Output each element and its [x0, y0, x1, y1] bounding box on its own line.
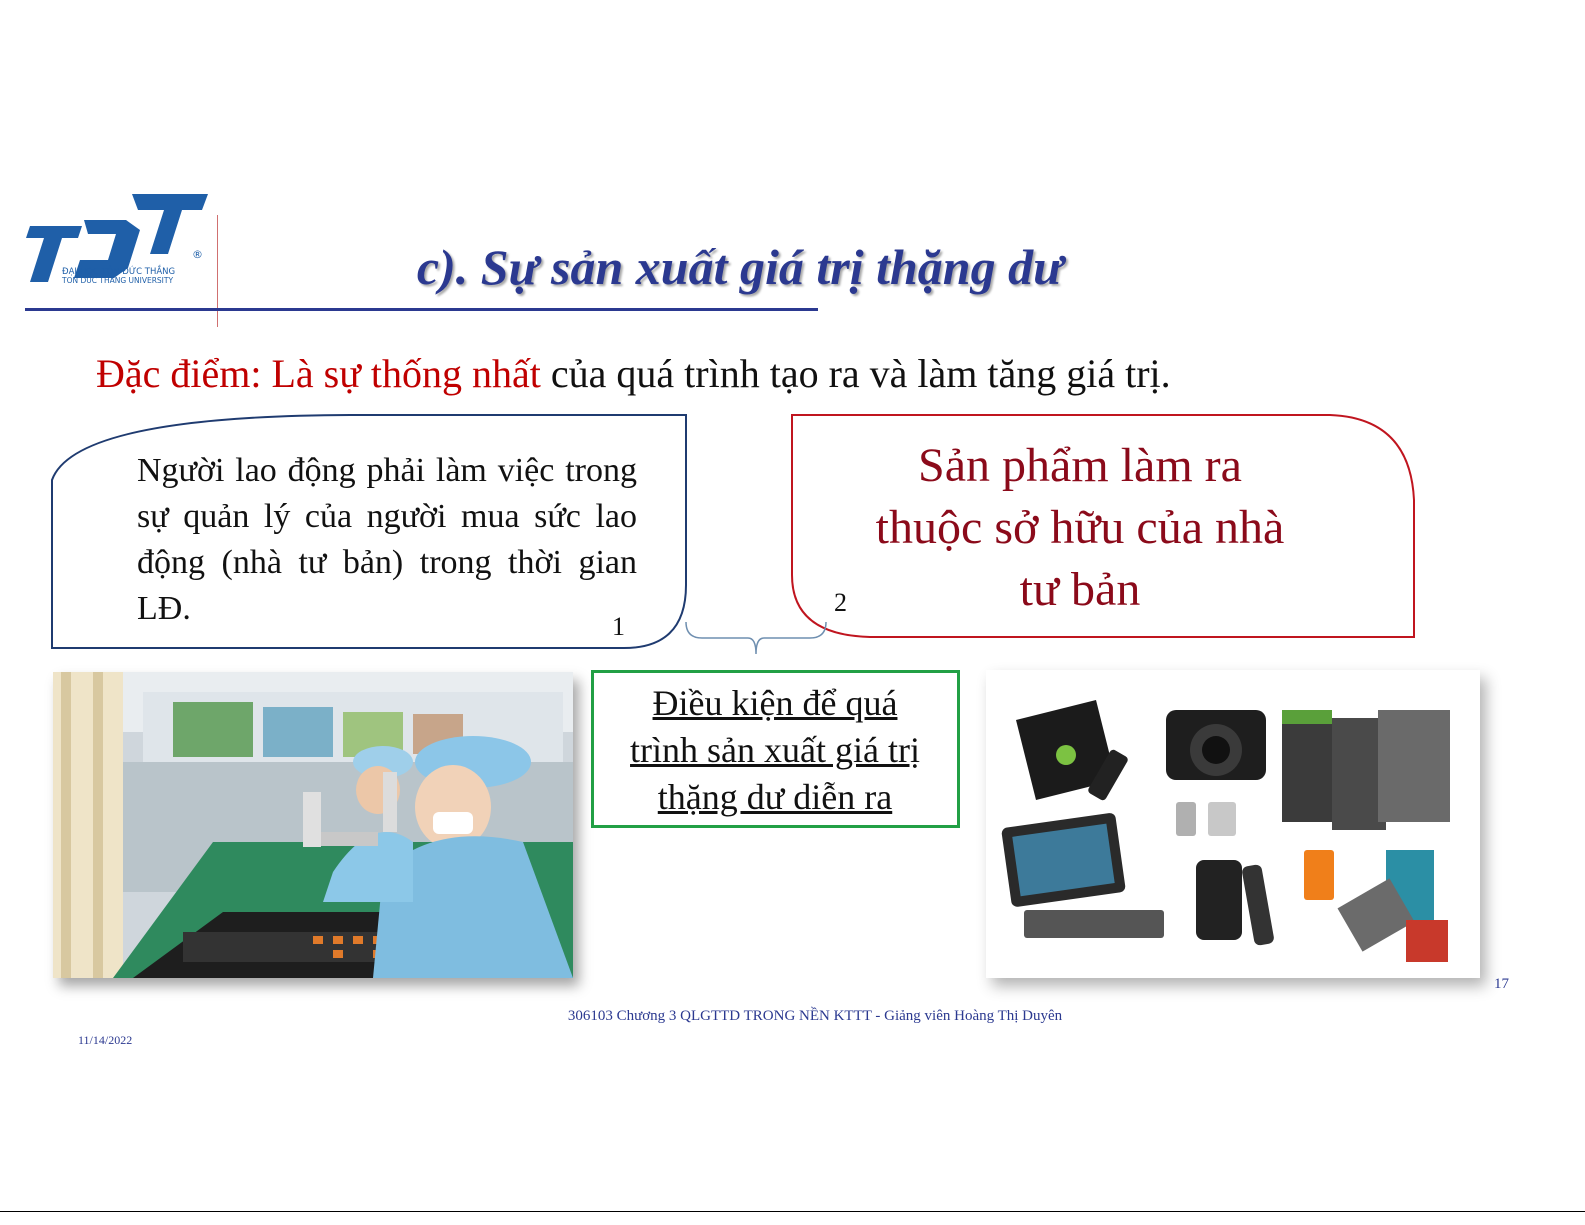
condition-line2: trình sản xuất giá trị: [630, 730, 920, 770]
bottom-border: [0, 1211, 1585, 1212]
characteristic-label: Đặc điểm: Là sự thống nhất: [96, 351, 541, 396]
callout2-line2: thuộc sở hữu của nhà: [875, 501, 1285, 554]
callout1-text: Người lao động phải làm việc trong sự quản lý của người mua sức lao động (nhà tư bản) trong thời gian LĐ.: [137, 452, 637, 627]
bracket-connector: [686, 622, 826, 654]
svg-text:®: ®: [192, 248, 203, 261]
condition-text: [600, 680, 950, 821]
condition-line3: thặng dư diễn ra: [657, 777, 893, 817]
factory-scene-icon: [53, 672, 573, 978]
factory-workers-photo: [53, 672, 573, 978]
slide-title: c). Sự sản xuất giá trị thặng dư: [416, 239, 1064, 295]
callout2-number: 2: [834, 588, 847, 617]
callout2-text: [830, 435, 1330, 621]
page-number: 17: [1494, 976, 1509, 992]
callout1-number: 1: [612, 612, 625, 641]
slide-date: 11/14/2022: [78, 1033, 133, 1047]
footer-course-info: 306103 Chương 3 QLGTTD TRONG NỀN KTTT - Giảng viên Hoàng Thị Duyên: [567, 1008, 1063, 1024]
svg-text:TON DUC THANG UNIVERSITY: TON DUC THANG UNIVERSITY: [62, 276, 174, 285]
callout2-line1: Sản phẩm làm ra: [918, 439, 1242, 492]
electronics-collage-icon: [986, 670, 1480, 978]
electronics-products-photo: [986, 670, 1480, 978]
callout2-line3: tư bản: [1019, 563, 1141, 616]
svg-text:ĐẠI HỌC TÔN ĐỨC THẮNG: ĐẠI HỌC TÔN ĐỨC THẮNG: [62, 267, 176, 277]
condition-line1: Điều kiện để quá: [652, 683, 898, 723]
characteristic-body: của quá trình tạo ra và làm tăng giá trị.: [540, 351, 1171, 396]
